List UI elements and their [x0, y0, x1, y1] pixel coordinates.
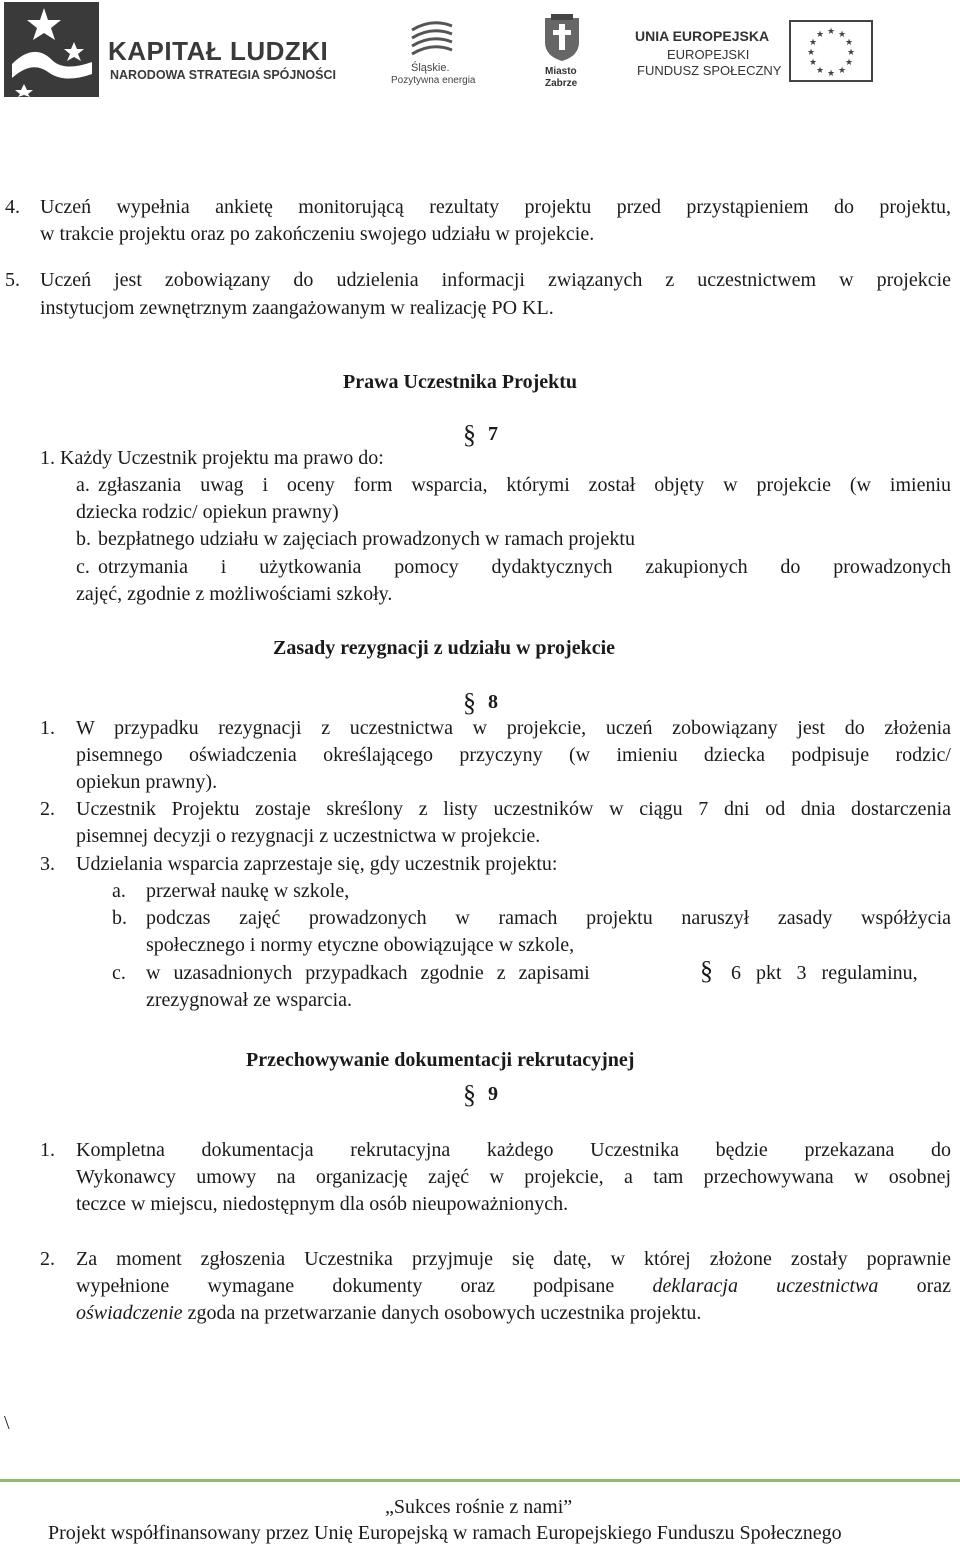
section-8-p3-number: 3. — [40, 853, 55, 875]
paragraph-symbol: § — [463, 420, 476, 449]
svg-text:★: ★ — [815, 66, 825, 76]
kapital-ludzki-subtitle: NARODOWA STRATEGIA SPÓJNOŚCI — [110, 68, 336, 82]
section-9-number-value: 9 — [488, 1083, 498, 1105]
section-9-p2-line2 — [76, 1273, 951, 1300]
section-7-c-line2: zajęć, zgodnie z możliwościami szkoły. — [76, 583, 393, 605]
section-7-heading: Prawa Uczestnika Projektu — [343, 371, 578, 393]
miasto-line1: Miasto — [545, 66, 577, 77]
svg-text:★: ★ — [837, 30, 847, 40]
footer-funding: Projekt współfinansowany przez Unię Europejską w ramach Europejskiego Funduszu Społecznego — [48, 1522, 842, 1544]
eu-flag-icon — [789, 20, 873, 82]
section-9-p1-number: 1. — [40, 1139, 55, 1161]
unia-europejska-logo — [635, 20, 875, 86]
section-9-p2-line3 — [76, 1300, 701, 1327]
section-9-p2-number: 2. — [40, 1248, 55, 1270]
section-8-sub-a-label: a. — [112, 880, 126, 902]
section-7-item-1: 1. Każdy Uczestnik projektu ma prawo do: — [40, 447, 384, 469]
ue-line1: UNIA EUROPEJSKA — [635, 28, 770, 44]
section-9-p2-line3-post: zgoda na przetwarzanie danych osobowych uczestnika projektu. — [187, 1302, 702, 1324]
svg-text:★: ★ — [806, 48, 816, 58]
section-8-number — [463, 686, 498, 716]
section-9-p1-line3: teczce w miejscu, niedostępnym dla osób nieupoważnionych. — [76, 1193, 569, 1215]
section-8-p1-line3: opiekun prawny). — [76, 771, 218, 793]
section-8-sub-a: przerwał naukę w szkole, — [146, 880, 350, 902]
svg-text:★: ★ — [826, 27, 836, 37]
item-4-number: 4. — [5, 196, 20, 218]
footer-divider — [0, 1479, 960, 1482]
section-7-number-value: 7 — [488, 423, 498, 445]
kapital-ludzki-emblem-icon — [4, 2, 99, 97]
slaskie-line1: Śląskie. — [411, 62, 450, 74]
kapital-ludzki-logo — [4, 2, 349, 97]
section-7-c-label: c. — [76, 556, 90, 578]
item-4-line1: Uczeń wypełnia ankietę monitorującą rezultaty projektu przed przystąpieniem do projektu, — [40, 196, 951, 218]
section-7-c-line1: otrzymania i użytkowania pomocy dydaktycznych zakupionych do prowadzonych — [98, 556, 951, 578]
paragraph-symbol: § — [463, 688, 476, 717]
svg-text:★: ★ — [844, 38, 854, 48]
section-8-heading: Zasady rezygnacji z udziału w projekcie — [273, 637, 616, 659]
slaskie-line2: Pozytywna energia — [391, 75, 476, 86]
section-9-number — [463, 1078, 498, 1108]
stray-mark: \ — [4, 1412, 10, 1434]
section-8-p2-number: 2. — [40, 798, 55, 820]
section-8-sub-c-line1-post: 6 pkt 3 regulaminu, — [731, 962, 918, 984]
section-7-number — [463, 418, 498, 448]
item-5-line2: instytucjom zewnętrznym zaangażowanym w realizację PO KL. — [40, 297, 554, 319]
section-8-sub-c-line2: zrezygnował ze wsparcia. — [146, 989, 352, 1011]
zabrze-coat-of-arms-icon — [543, 14, 581, 62]
section-9-p2-line2-italic: deklaracja uczestnictwa — [652, 1275, 879, 1297]
slaskie-emblem-icon — [407, 18, 457, 58]
item-5-line1: Uczeń jest zobowiązany do udzielenia informacji związanych z uczestnictwem w projekcie — [40, 269, 951, 291]
slaskie-logo — [385, 18, 485, 90]
item-5-number: 5. — [5, 269, 20, 291]
miasto-zabrze-logo — [535, 14, 595, 94]
svg-text:★: ★ — [826, 69, 836, 79]
svg-text:★: ★ — [808, 58, 818, 68]
section-7-a-line2: dziecka rodzic/ opiekun prawny) — [76, 501, 339, 523]
section-8-number-value: 8 — [488, 691, 498, 713]
section-9-p2-line1: Za moment zgłoszenia Uczestnika przyjmuje się datę, w której złożone zostały poprawnie — [76, 1248, 951, 1270]
svg-text:★: ★ — [808, 38, 818, 48]
section-8-sub-b-line1: podczas zajęć prowadzonych w ramach projektu naruszył zasady współżycia — [146, 907, 951, 929]
section-8-p2-line1: Uczestnik Projektu zostaje skreślony z listy uczestników w ciągu 7 dni od dnia dostarczenia — [76, 798, 951, 820]
ue-line2: EUROPEJSKI — [667, 47, 750, 62]
section-8-p3-line: Udzielania wsparcia zaprzestaje się, gdy uczestnik projektu: — [76, 853, 558, 875]
svg-text:★: ★ — [815, 30, 825, 40]
section-8-sub-b-line2: społecznego i normy etyczne obowiązujące w szkole, — [146, 934, 575, 956]
section-9-p2-line2-pre: wypełnione wymagane dokumenty oraz podpisane — [76, 1275, 615, 1297]
section-8-p1-line2: pisemnego oświadczenia określającego przyczyny (w imieniu dziecka podpisuje rodzic/ — [76, 744, 951, 766]
section-8-sub-c-label: c. — [112, 962, 126, 984]
miasto-line2: Zabrze — [545, 78, 578, 89]
section-9-p1-line1: Kompletna dokumentacja rekrutacyjna każdego Uczestnika będzie przekazana do — [76, 1139, 951, 1161]
ue-line3: FUNDUSZ SPOŁECZNY — [637, 63, 782, 78]
footer-motto: „Sukces rośnie z nami” — [385, 1496, 573, 1518]
svg-text:★: ★ — [837, 66, 847, 76]
section-8-p1-number: 1. — [40, 717, 55, 739]
paragraph-symbol: § — [463, 1080, 476, 1109]
paragraph-symbol: § — [700, 956, 713, 985]
section-8-sub-b-label: b. — [112, 907, 127, 929]
section-7-b-label: b. — [76, 528, 91, 550]
section-7-a-line1: zgłaszania uwag i oceny form wsparcia, którymi został objęty w projekcie (w imieniu — [98, 474, 951, 496]
item-4-line2: w trakcie projektu oraz po zakończeniu swojego udziału w projekcie. — [40, 223, 595, 245]
section-9-heading: Przechowywanie dokumentacji rekrutacyjnej — [246, 1049, 635, 1071]
section-7-b-line: bezpłatnego udziału w zajęciach prowadzonych w ramach projektu — [98, 528, 635, 550]
section-9-p2-line3-italic: oświadczenie — [76, 1302, 183, 1324]
section-9-p1-line2: Wykonawcy umowy na organizację zajęć w projekcie, a tam przechowywana w osobnej — [76, 1166, 951, 1188]
section-8-p2-line2: pisemnej decyzji o rezygnacji z uczestnictwa w projekcie. — [76, 825, 541, 847]
section-7-a-label: a. — [76, 474, 90, 496]
section-9-p2-line2-post: oraz — [916, 1275, 951, 1297]
svg-text:★: ★ — [844, 58, 854, 68]
kapital-ludzki-title: KAPITAŁ LUDZKI — [108, 36, 329, 66]
section-8-sub-c-line1-pre: w uzasadnionych przypadkach zgodnie z zapisami — [146, 962, 590, 984]
section-8-p1-line1: W przypadku rezygnacji z uczestnictwa w projekcie, uczeń zobowiązany jest do złożenia — [76, 717, 951, 739]
svg-text:★: ★ — [846, 48, 856, 58]
